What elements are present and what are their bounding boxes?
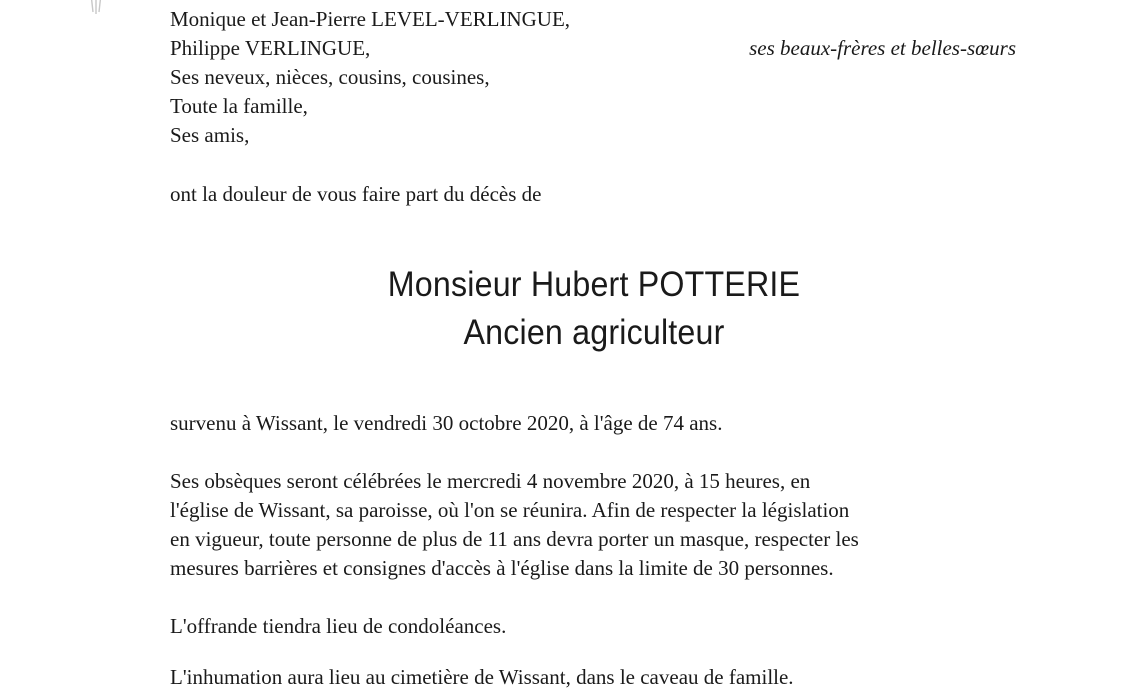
deceased-occupation: Ancien agriculteur: [463, 313, 725, 352]
family-line-3: Ses neveux, nièces, cousins, cousines,: [170, 65, 490, 89]
family-line-1: Monique et Jean-Pierre LEVEL-VERLINGUE,: [170, 7, 571, 31]
family-line-4: Toute la famille,: [170, 94, 308, 118]
family-line-2: Philippe VERLINGUE,: [170, 36, 371, 60]
death-notice-text: survenu à Wissant, le vendredi 30 octobre 2020, à l'âge de 74 ans.: [170, 411, 723, 435]
funeral-line-2: l'église de Wissant, sa paroisse, où l'on se réunira. Afin de respecter la législation: [170, 498, 850, 522]
funeral-line-3: en vigueur, toute personne de plus de 11 ans devra porter un masque, respecter les: [170, 527, 859, 551]
cross-ornament-icon: [88, 0, 104, 20]
funeral-line-1: Ses obsèques seront célébrées le mercredi 4 novembre 2020, à 15 heures, en: [170, 469, 811, 493]
deceased-name: Monsieur Hubert POTTERIE: [387, 265, 801, 304]
family-line-5: Ses amis,: [170, 123, 250, 147]
intro-text: ont la douleur de vous faire part du décès de: [170, 182, 542, 206]
offering-text: L'offrande tiendra lieu de condoléances.: [170, 614, 507, 638]
burial-text-partial: L'inhumation aura lieu au cimetière de Wissant, dans le caveau de famille.: [170, 665, 794, 689]
family-relation: ses beaux-frères et belles-sœurs: [749, 36, 1016, 60]
funeral-line-4: mesures barrières et consignes d'accès à l'église dans la limite de 30 personnes.: [170, 556, 834, 580]
